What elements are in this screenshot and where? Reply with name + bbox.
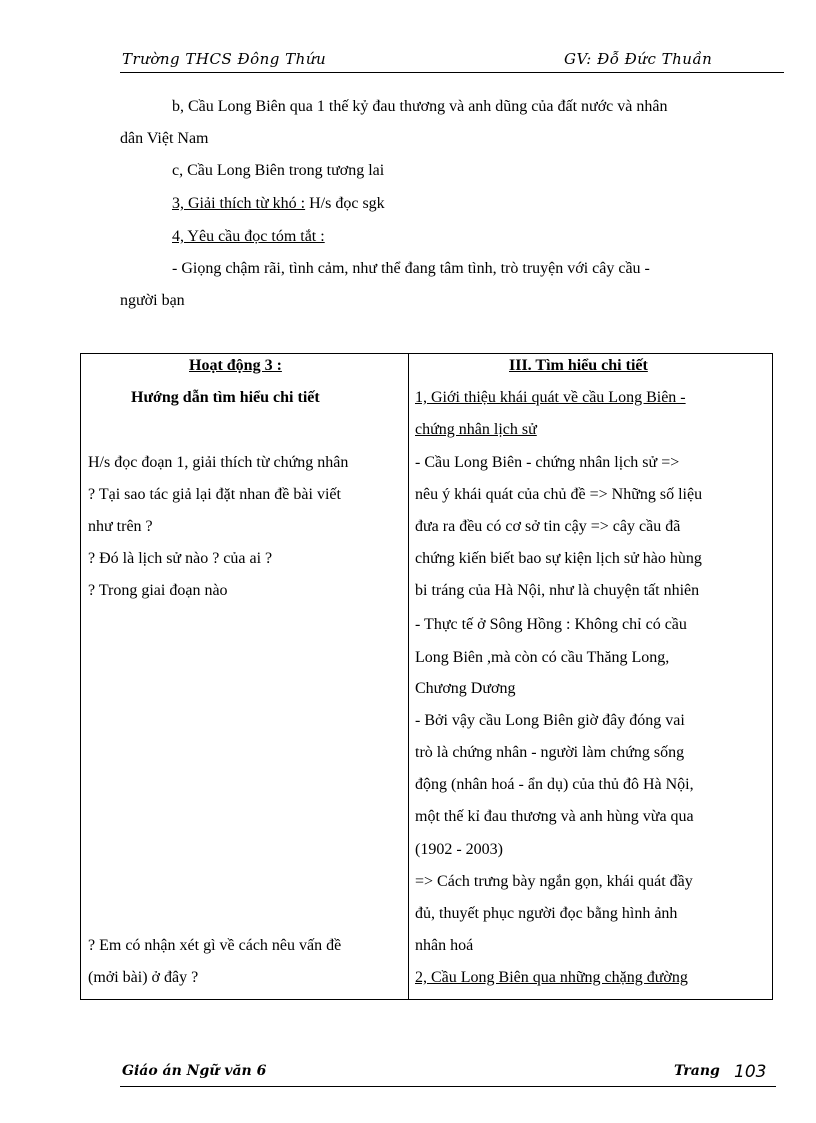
right-line-5: bi tráng của Hà Nội, như là chuyện tất nhiên — [415, 582, 700, 599]
body-line-b: b, Cầu Long Biên qua 1 thế kỷ đau thương và anh dũng của đất nước và nhân — [172, 98, 668, 115]
left-q5: ? Trong giai đoạn nào — [88, 582, 228, 599]
right-line-13: (1902 - 2003) — [415, 841, 503, 858]
page-footer — [120, 1062, 776, 1087]
left-q4: ? Đó là lịch sử nào ? của ai ? — [88, 550, 273, 567]
right-line-7: Long Biên ,mà còn có cầu Thăng Long, — [415, 649, 670, 666]
right-line-14: => Cách trưng bày ngắn gọn, khái quát đầy — [415, 873, 693, 890]
left-q1: H/s đọc đoạn 1, giải thích từ chứng nhân — [88, 454, 349, 471]
left-q7: (mởi bài) ở đây ? — [88, 969, 199, 986]
vocab-text: H/s đọc sgk — [309, 195, 385, 212]
right-heading-2: 2, Cầu Long Biên qua những chặng đường — [415, 969, 688, 986]
left-q2: ? Tại sao tác giả lại đặt nhan đề bài viết — [88, 486, 341, 503]
header-school: Trường THCS Đông Thứu — [122, 50, 327, 68]
right-title: III. Tìm hiểu chi tiết — [509, 357, 648, 374]
right-line-16: nhân hoá — [415, 937, 474, 954]
summary-line-2: người bạn — [120, 292, 185, 309]
summary-heading: 4, Yêu cầu đọc tóm tắt : — [172, 228, 325, 245]
right-line-15: đủ, thuyết phục người đọc bằng hình ảnh — [415, 905, 678, 922]
right-line-3: đưa ra đều có cơ sở tin cậy => cây cầu đã — [415, 518, 681, 535]
body-line-b-cont: dân Việt Nam — [120, 130, 209, 147]
right-line-6: - Thực tế ở Sông Hồng : Không chỉ có cầu — [415, 616, 687, 633]
footer-page-label: Trang — [674, 1063, 720, 1079]
right-line-11: động (nhân hoá - ẩn dụ) của thủ đô Hà Nội, — [415, 776, 694, 793]
summary-line-1: - Giọng chậm rãi, tình cảm, như thể đang tâm tình, trò truyện với cây cầu - — [172, 260, 650, 277]
left-title: Hoạt động 3 : — [189, 357, 282, 374]
right-line-8: Chương Dương — [415, 680, 516, 697]
left-subtitle: Hướng dẫn tìm hiểu chi tiết — [131, 389, 320, 406]
right-line-10: trò là chứng nhân - người làm chứng sống — [415, 744, 685, 761]
right-line-4: chứng kiến biết bao sự kiện lịch sử hào hùng — [415, 550, 702, 567]
vocab-heading: 3, Giải thích từ khó : — [172, 195, 306, 212]
right-line-9: - Bởi vậy cầu Long Biên giờ đây đóng vai — [415, 712, 685, 729]
footer-page-number: 103 — [734, 1062, 767, 1082]
body-line-c: c, Cầu Long Biên trong tương lai — [172, 162, 385, 179]
right-heading-1: 1, Giới thiệu khái quát về cầu Long Biên - — [415, 389, 686, 406]
right-line-1: - Cầu Long Biên - chứng nhân lịch sử => — [415, 454, 680, 471]
footer-book: Giáo án Ngữ văn 6 — [122, 1063, 267, 1079]
right-line-12: một thế kỉ đau thương và anh hùng vừa qua — [415, 808, 694, 825]
right-heading-1b: chứng nhân lịch sử — [415, 421, 537, 438]
table-divider — [408, 354, 409, 999]
lesson-table — [80, 353, 773, 1000]
page-header — [120, 46, 784, 73]
left-q3: như trên ? — [88, 518, 153, 535]
right-line-2: nêu ý khái quát của chủ đề => Những số liệu — [415, 486, 703, 503]
vocab-line — [172, 195, 385, 213]
header-teacher: GV: Đỗ Đức Thuần — [564, 50, 713, 68]
left-q6: ? Em có nhận xét gì về cách nêu vấn đề — [88, 937, 342, 954]
